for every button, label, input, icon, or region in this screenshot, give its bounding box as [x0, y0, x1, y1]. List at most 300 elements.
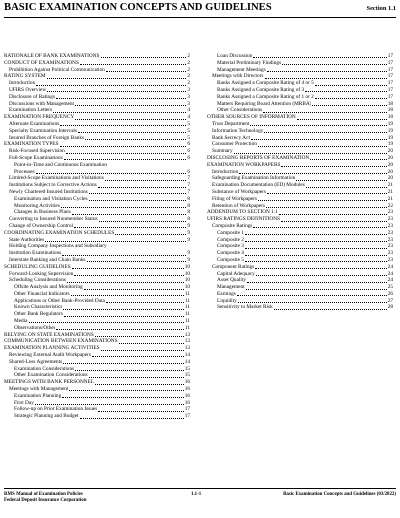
toc-entry-title: Other Considerations: [217, 107, 263, 114]
toc-entry-title: Prohibition Against Political Communication: [9, 66, 105, 73]
toc-entry[interactable]: [207, 291, 393, 298]
dot-leader: [245, 261, 387, 262]
toc-entry-page: 24: [387, 263, 393, 270]
toc-entry-title: Management: [217, 284, 245, 291]
toc-entry-title: MEETINGS WITH BANK PERSONNEL: [4, 379, 95, 386]
dot-leader: [279, 214, 387, 215]
toc-entry[interactable]: [207, 135, 393, 142]
toc-entry[interactable]: [4, 359, 190, 366]
toc-entry-page: 23: [387, 250, 393, 257]
toc-entry[interactable]: [4, 338, 190, 345]
toc-entry-page: 10: [184, 263, 190, 270]
toc-entry-page: 23: [387, 236, 393, 243]
toc-entry-title: SCHEDULING GUIDELINES: [4, 263, 71, 270]
toc-entry-title: Other Examination Considerations: [14, 372, 88, 379]
toc-entry[interactable]: [207, 169, 393, 176]
dot-leader: [89, 200, 187, 201]
toc-entry-page: 5: [187, 127, 190, 134]
toc-entry-page: 6: [187, 148, 190, 155]
dot-leader: [310, 159, 386, 160]
toc-entry[interactable]: [4, 400, 190, 407]
dot-leader: [245, 248, 387, 249]
dot-leader: [47, 78, 187, 79]
toc-entry-page: 4: [187, 114, 190, 121]
dot-leader: [35, 404, 184, 405]
toc-entry[interactable]: [4, 264, 190, 271]
toc-entry-title: Applications or Other Bank-Provided Data: [14, 297, 105, 304]
toc-entry[interactable]: [4, 393, 190, 400]
toc-entry-page: 5: [187, 120, 190, 127]
toc-entry-title: Converting to Insured Nonmember Status: [9, 216, 98, 223]
toc-entry[interactable]: [4, 94, 190, 101]
toc-entry-page: 17: [184, 406, 190, 413]
toc-entry-page: 23: [387, 209, 393, 216]
dot-leader: [89, 193, 187, 194]
toc-entry-title: Liquidity: [217, 297, 237, 304]
dot-leader: [61, 207, 187, 208]
toc-entry-page: 3: [187, 93, 190, 100]
toc-entry[interactable]: [4, 230, 190, 237]
dot-leader: [60, 146, 187, 147]
toc-entry[interactable]: [207, 223, 393, 230]
toc-entry[interactable]: [207, 141, 393, 148]
toc-entry-title: Risk-Focused Supervision: [9, 148, 65, 155]
toc-entry[interactable]: [207, 243, 393, 250]
dot-leader: [36, 85, 186, 86]
toc-entry[interactable]: [4, 237, 190, 244]
toc-left-column: [4, 53, 190, 420]
toc-entry-page: 14: [184, 358, 190, 365]
toc-entry-title: UFIRS RATINGS DEFINITIONS: [207, 216, 280, 223]
toc-entry-page: 11: [184, 290, 190, 297]
toc-entry-title: Limited-Scope Examinations and Visitations: [9, 175, 104, 182]
toc-entry[interactable]: [4, 345, 190, 352]
footer-page-number: 1.1-1: [191, 492, 202, 497]
toc-entry[interactable]: [207, 128, 393, 135]
dot-leader: [247, 282, 387, 283]
toc-entry-page: 18: [387, 100, 393, 107]
toc-entry[interactable]: [4, 257, 190, 264]
toc-entry-page: 9: [187, 222, 190, 229]
toc-entry-title: Point-in-Time and Continuous Examination: [14, 161, 107, 168]
toc-entry-title: Other Bank Regulators: [14, 311, 63, 318]
toc-entry[interactable]: [4, 352, 190, 359]
toc-entry-title: Composite 4: [217, 250, 244, 257]
toc-entry[interactable]: [207, 196, 393, 203]
toc-entry[interactable]: [207, 264, 393, 271]
dot-leader: [75, 370, 184, 371]
toc-entry-page: 21: [387, 182, 393, 189]
toc-entry-page: 6: [187, 168, 190, 175]
toc-entry[interactable]: [207, 73, 393, 80]
toc-entry-page: 17: [184, 413, 190, 420]
toc-entry[interactable]: [4, 223, 190, 230]
toc-entry-page: 11: [184, 318, 190, 325]
toc-entry[interactable]: [207, 101, 393, 108]
toc-entry[interactable]: [4, 114, 190, 121]
toc-entry-page: 11: [184, 311, 190, 318]
toc-entry-title: OTHER SOURCES OF INFORMATION: [207, 114, 296, 121]
toc-entry-page: 21: [387, 195, 393, 202]
toc-entry-page: 27: [387, 297, 393, 304]
toc-entry[interactable]: [207, 114, 393, 121]
toc-entry-title: Forward-Looking Supervision: [9, 270, 74, 277]
toc-entry[interactable]: [207, 304, 393, 311]
toc-entry-page: 2: [187, 73, 190, 80]
toc-entry-title: EXAMINATION TYPES: [4, 141, 59, 148]
toc-entry-title: First Day: [14, 399, 34, 406]
dot-leader: [87, 261, 187, 262]
toc-entry[interactable]: [4, 135, 190, 142]
dot-leader: [78, 132, 186, 133]
toc-entry-page: 15: [184, 365, 190, 372]
toc-entry[interactable]: [207, 87, 393, 94]
toc-entry[interactable]: [4, 162, 190, 169]
toc-entry-title: Composite 1: [217, 229, 244, 236]
dot-leader: [74, 227, 186, 228]
dot-leader: [99, 221, 187, 222]
dot-leader: [263, 112, 387, 113]
toc-entry[interactable]: [207, 67, 393, 74]
toc-entry-title: EXAMINATION FREQUENCY: [4, 114, 75, 121]
toc-entry-page: 16: [184, 399, 190, 406]
toc-entry[interactable]: [4, 406, 190, 413]
toc-entry-page: 15: [184, 372, 190, 379]
dot-leader: [281, 166, 386, 167]
toc-entry[interactable]: [4, 121, 190, 128]
dot-leader: [95, 336, 184, 337]
dot-leader: [72, 268, 184, 269]
toc-entry-page: 20: [387, 148, 393, 155]
toc-entry[interactable]: [4, 298, 190, 305]
toc-entry-page: 8: [187, 202, 190, 209]
footer-section-title: Basic Examination Concepts and Guidelines (03/2022): [283, 492, 396, 497]
toc-entry[interactable]: [4, 73, 190, 80]
toc-entry[interactable]: [207, 209, 393, 216]
toc-right-column: [207, 53, 393, 311]
toc-entry[interactable]: [4, 379, 190, 386]
toc-entry[interactable]: [207, 121, 393, 128]
toc-entry[interactable]: [4, 291, 190, 298]
toc-entry[interactable]: [4, 243, 190, 250]
toc-entry[interactable]: [4, 318, 190, 325]
dot-leader: [89, 377, 184, 378]
toc-entry[interactable]: [4, 189, 190, 196]
dot-leader: [253, 227, 386, 228]
toc-entry[interactable]: [207, 182, 393, 189]
toc-entry-title: Loan Discussion: [217, 53, 253, 59]
toc-entry-title: COORDINATING EXAMINATION SCHEDULES: [4, 229, 115, 236]
toc-entry-title: Institution Examinations: [9, 250, 62, 257]
footer-agency: Federal Deposit Insurance Corporation: [4, 498, 87, 504]
toc-entry-title: Specialty Examination Intervals: [9, 127, 77, 134]
toc-entry-title: Examination Letters: [9, 107, 53, 114]
toc-entry[interactable]: [4, 325, 190, 332]
toc-entry[interactable]: [207, 203, 393, 210]
toc-entry-page: 7: [187, 182, 190, 189]
toc-entry-title: Matters Requiring Board Attention (MRBA): [217, 100, 312, 107]
dot-leader: [238, 302, 387, 303]
dot-leader: [29, 322, 184, 323]
toc-entry[interactable]: [207, 230, 393, 237]
toc-entry[interactable]: [4, 182, 190, 189]
toc-entry-page: 23: [387, 216, 393, 223]
toc-entry[interactable]: [4, 366, 190, 373]
toc-entry-page: 25: [387, 284, 393, 291]
toc-entry-title: Scheduling Considerations: [9, 277, 66, 284]
toc-entry-title: Meetings with Directors: [212, 73, 264, 80]
toc-entry[interactable]: [4, 128, 190, 135]
toc-entry-title: UFIRS Overview: [9, 86, 47, 93]
dot-leader: [281, 221, 387, 222]
toc-entry-title: Interstate Banking and Chain Banks: [9, 256, 86, 263]
toc-entry[interactable]: [4, 304, 190, 311]
toc-entry-title: Full-Scope Examinations: [9, 154, 63, 161]
toc-entry-title: Meetings with Management: [9, 386, 69, 393]
toc-entry-page: 7: [187, 175, 190, 182]
toc-entry[interactable]: [207, 155, 393, 162]
toc-entry-page: 20: [387, 168, 393, 175]
toc-entry-title: Observations/Other: [14, 324, 56, 331]
dot-leader: [305, 91, 387, 92]
toc-entry-page: 11: [184, 324, 190, 331]
toc-entry-title: Bank Secrecy Act: [212, 134, 250, 141]
toc-entry[interactable]: [207, 94, 393, 101]
toc-entry[interactable]: [207, 298, 393, 305]
toc-entry[interactable]: [4, 87, 190, 94]
toc-entry[interactable]: [207, 60, 393, 67]
toc-entry-page: 10: [184, 270, 190, 277]
page-header: [4, 2, 396, 18]
toc-entry[interactable]: [4, 311, 190, 318]
toc-entry[interactable]: [207, 271, 393, 278]
dot-leader: [63, 309, 183, 310]
toc-entry-page: 11: [184, 297, 190, 304]
dot-leader: [80, 418, 184, 419]
toc-entry-title: COMMUNICATION BETWEEN EXAMINATIONS: [4, 338, 118, 345]
toc-entry-title: Follow-up on Prior Examination Issues: [14, 406, 98, 413]
toc-entry[interactable]: [4, 169, 190, 176]
toc-entry-title: Component Ratings: [212, 263, 255, 270]
toc-entry-page: 2: [187, 59, 190, 66]
toc-entry-title: Trust Department: [212, 120, 250, 127]
toc-entry-title: Substance of Workpapers: [212, 188, 266, 195]
toc-entry[interactable]: [207, 53, 393, 60]
toc-entry-title: Introduction: [9, 80, 36, 87]
toc-entry-page: 17: [387, 66, 393, 73]
dot-leader: [60, 125, 186, 126]
dot-leader: [245, 255, 387, 256]
dot-leader: [45, 241, 186, 242]
toc-entry[interactable]: [4, 67, 190, 74]
dot-leader: [264, 132, 386, 133]
toc-entry-title: Filing of Workpapers: [212, 195, 258, 202]
toc-entry-page: 21: [387, 188, 393, 195]
toc-entry-title: Insured Branches of Foreign Banks: [9, 134, 85, 141]
toc-entry-page: 23: [387, 243, 393, 250]
toc-entry-title: Composite 3: [217, 243, 244, 250]
toc-entry-title: Discussions with Management: [9, 100, 75, 107]
toc-entry[interactable]: [4, 250, 190, 257]
toc-entry-page: 2: [187, 80, 190, 87]
toc-entry[interactable]: [207, 107, 393, 114]
dot-leader: [255, 268, 386, 269]
toc-entry[interactable]: [4, 141, 190, 148]
toc-entry[interactable]: [4, 413, 190, 420]
header-rule: [4, 17, 396, 18]
toc-entry-title: Material Preliminary Findings: [217, 59, 282, 66]
toc-entry-page: 26: [387, 290, 393, 297]
toc-entry[interactable]: [4, 284, 190, 291]
toc-entry-title: Other Financial Indicators: [14, 290, 70, 297]
dot-leader: [85, 139, 186, 140]
dot-leader: [62, 255, 186, 256]
toc-entry[interactable]: [4, 332, 190, 339]
dot-leader: [69, 390, 183, 391]
toc-entry[interactable]: [4, 80, 190, 87]
toc-entry-page: 7: [187, 188, 190, 195]
dot-leader: [234, 153, 387, 154]
toc-entry-page: 16: [184, 386, 190, 393]
toc-entry[interactable]: [207, 80, 393, 87]
toc-entry-page: 16: [184, 392, 190, 399]
dot-leader: [106, 302, 184, 303]
toc-entry-page: 24: [387, 270, 393, 277]
section-number: Section 1.1: [366, 5, 396, 12]
toc-entry[interactable]: [4, 107, 190, 114]
dot-leader: [98, 187, 187, 188]
toc-entry-title: Reviewing External Audit Workpapers: [9, 352, 92, 359]
toc-entry-title: Shared-Loss Agreements: [9, 358, 63, 365]
dot-leader: [297, 119, 387, 120]
toc-entry[interactable]: [4, 209, 190, 216]
toc-entry[interactable]: [207, 250, 393, 257]
dot-leader: [64, 159, 187, 160]
toc-entry-page: 17: [387, 73, 393, 80]
toc-entry[interactable]: [207, 162, 393, 169]
toc-entry-title: Composite 5: [217, 256, 244, 263]
toc-entry-title: Examination Documentation (ED) Modules: [212, 182, 305, 189]
dot-leader: [75, 105, 186, 106]
toc-entry-page: 8: [187, 216, 190, 223]
toc-entry[interactable]: [207, 189, 393, 196]
dot-leader: [84, 289, 184, 290]
dot-leader: [62, 397, 183, 398]
toc-entry-title: CONDUCT OF EXAMINATIONS: [4, 59, 79, 66]
dot-leader: [266, 207, 387, 208]
toc-entry-title: Offsite Analysis and Monitoring: [14, 284, 83, 291]
dot-leader: [80, 64, 186, 65]
dot-leader: [64, 316, 184, 317]
toc-entry[interactable]: [4, 271, 190, 278]
toc-entry-page: 14: [184, 352, 190, 359]
toc-entry[interactable]: [4, 196, 190, 203]
dot-leader: [250, 125, 386, 126]
toc-entry-page: 16: [184, 379, 190, 386]
toc-entry[interactable]: [207, 148, 393, 155]
dot-leader: [72, 214, 187, 215]
toc-entry-page: 8: [187, 195, 190, 202]
dot-leader: [66, 153, 187, 154]
dot-leader: [296, 180, 386, 181]
toc-entry-page: 17: [387, 86, 393, 93]
toc-entry[interactable]: [4, 203, 190, 210]
toc-entry-title: ADDENDUM TO SECTION 1.1: [207, 209, 278, 216]
toc-entry-title: Strategic Planning and Budget: [14, 413, 79, 420]
toc-entry[interactable]: [4, 386, 190, 393]
toc-entry-page: 23: [387, 229, 393, 236]
dot-leader: [47, 91, 186, 92]
toc-entry[interactable]: [4, 175, 190, 182]
footer-left: [4, 492, 86, 505]
toc-entry-page: 3: [187, 100, 190, 107]
dot-leader: [245, 241, 387, 242]
toc-entry[interactable]: [4, 53, 190, 60]
toc-entry-page: 18: [387, 107, 393, 114]
toc-entry-title: Alternate Examinations: [9, 120, 60, 127]
toc-entry[interactable]: [207, 284, 393, 291]
toc-entry-page: 19: [387, 141, 393, 148]
toc-entry[interactable]: [4, 155, 190, 162]
toc-entry-page: 3: [187, 86, 190, 93]
toc-entry-title: Disclosure of Ratings: [9, 93, 55, 100]
toc-entry-title: Summary: [212, 148, 233, 155]
dot-leader: [56, 98, 186, 99]
toc-entry-page: 5: [187, 134, 190, 141]
toc-entry[interactable]: [207, 257, 393, 264]
toc-entry-page: 20: [387, 161, 393, 168]
toc-entry-title: Examination Considerations: [14, 365, 75, 372]
toc-entry-page: 13: [184, 331, 190, 338]
toc-entry-page: 17: [387, 59, 393, 66]
dot-leader: [258, 146, 387, 147]
dot-leader: [115, 234, 186, 235]
toc-entry-page: 8: [187, 209, 190, 216]
toc-entry-title: Composite 2: [217, 236, 244, 243]
toc-entry[interactable]: [207, 277, 393, 284]
toc-entry-title: EXAMINATION WORKPAPERS: [207, 161, 281, 168]
toc-entry-page: 11: [184, 304, 190, 311]
toc-entry-page: 18: [387, 114, 393, 121]
toc-entry-title: Introduction: [212, 168, 239, 175]
toc-entry-title: Management Meetings: [217, 66, 266, 73]
toc-entry-title: Banks Assigned a Composite Rating of 4 or 5: [217, 80, 314, 87]
toc-entry-title: Capital Adequacy: [217, 270, 255, 277]
toc-entry[interactable]: [4, 372, 190, 379]
toc-entry-page: 19: [387, 120, 393, 127]
toc-entry[interactable]: [207, 175, 393, 182]
toc-entry-page: 9: [187, 250, 190, 257]
toc-entry-page: 20: [387, 175, 393, 182]
dot-leader: [74, 275, 183, 276]
toc-entry[interactable]: [4, 277, 190, 284]
dot-leader: [239, 173, 387, 174]
toc-entry[interactable]: [207, 237, 393, 244]
toc-entry[interactable]: [207, 216, 393, 223]
toc-entry[interactable]: [4, 101, 190, 108]
toc-entry-page: 2: [187, 66, 190, 73]
toc-entry[interactable]: [4, 216, 190, 223]
toc-entry[interactable]: [4, 60, 190, 67]
toc-entry[interactable]: [4, 148, 190, 155]
toc-entry-page: 6: [187, 154, 190, 161]
dot-leader: [75, 119, 186, 120]
dot-leader: [92, 356, 184, 357]
toc-entry-page: 9: [187, 229, 190, 236]
dot-leader: [101, 350, 184, 351]
toc-entry-title: RELYING ON STATE EXAMINATIONS: [4, 331, 94, 338]
toc-entry-page: 23: [387, 256, 393, 263]
